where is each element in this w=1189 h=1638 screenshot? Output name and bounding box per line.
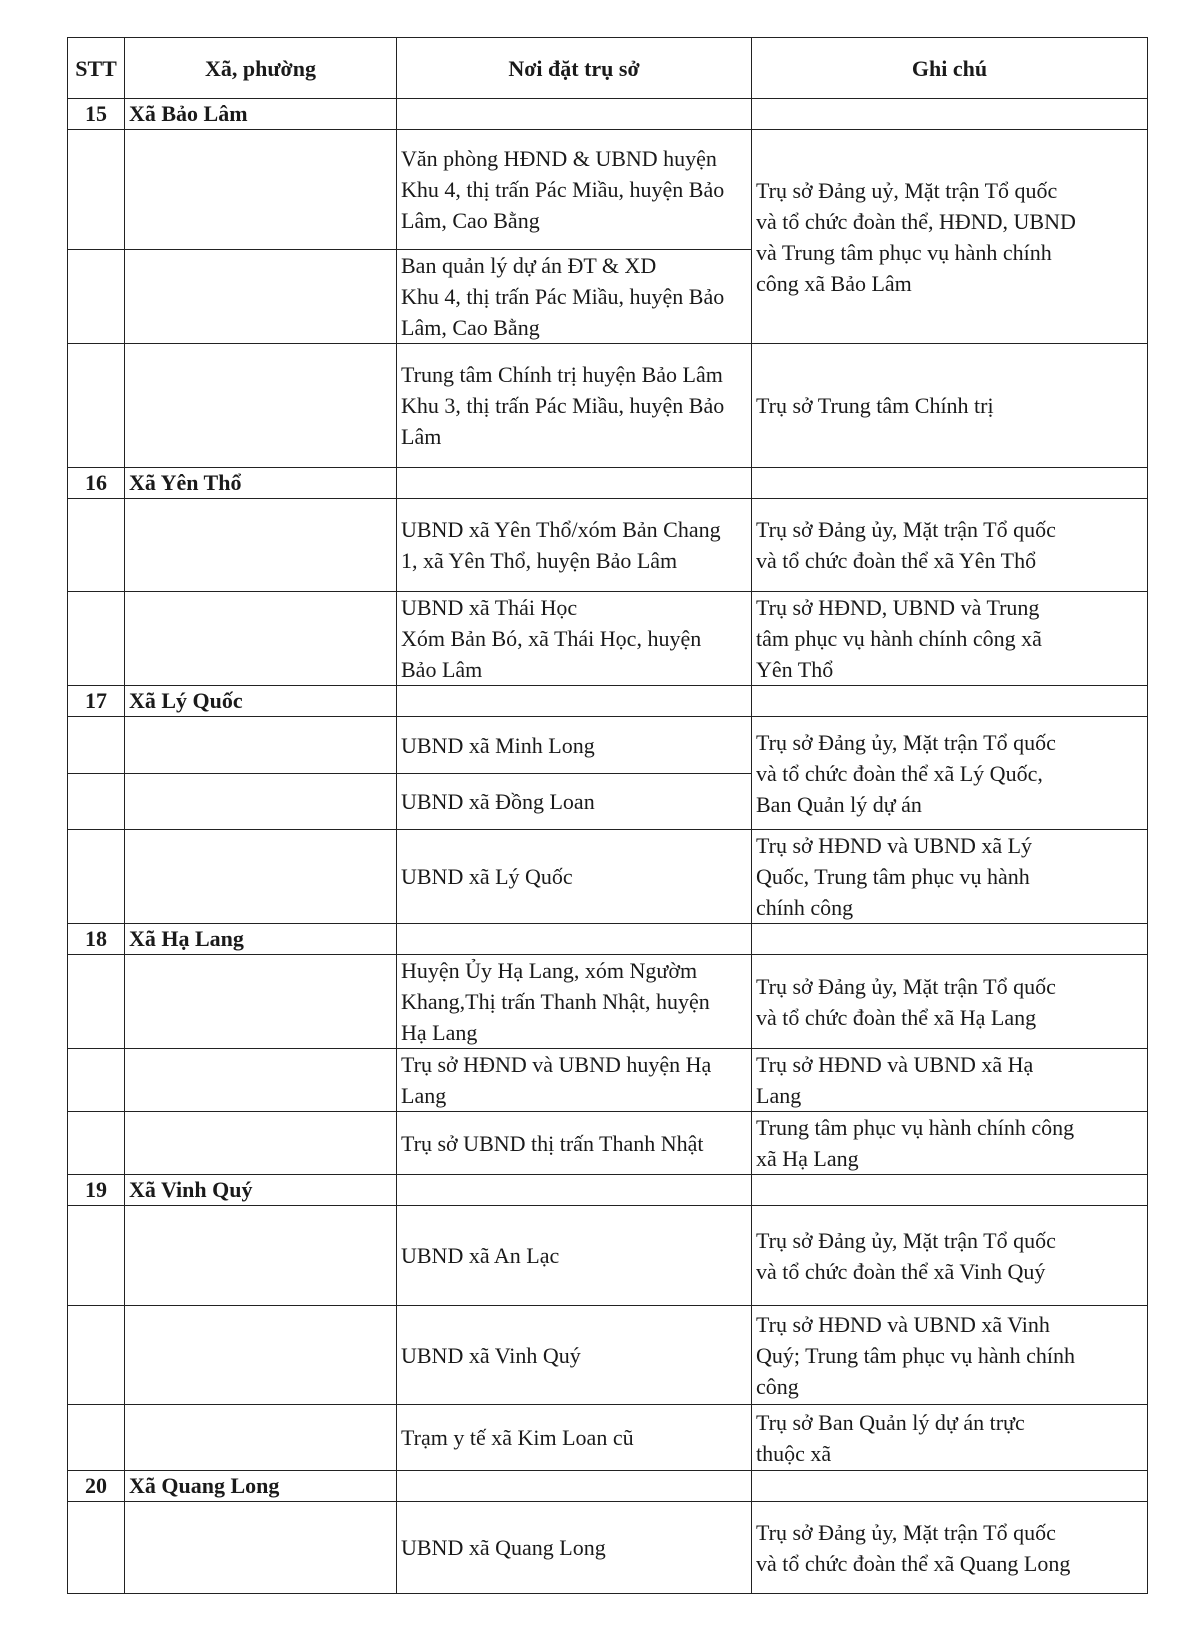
group-stt: 19	[68, 1175, 125, 1206]
note-cell: Trụ sở Đảng ủy, Mặt trận Tổ quốc và tổ chức đoàn thể xã Hạ Lang	[752, 955, 1148, 1049]
location-cell: UBND xã Yên Thổ/xóm Bản Chang 1, xã Yên Thổ, huyện Bảo Lâm	[397, 499, 752, 592]
location-cell: UBND xã Minh Long	[397, 717, 752, 774]
note-cell: Trụ sở HĐND và UBND xã Lý Quốc, Trung tâm phục vụ hành chính công	[752, 830, 1148, 924]
location-cell: Huyện Ủy Hạ Lang, xóm Ngườm Khang,Thị trấn Thanh Nhật, huyện Hạ Lang	[397, 955, 752, 1049]
table-row	[68, 1502, 1148, 1594]
note-cell: Trụ sở Đảng ủy, Mặt trận Tổ quốc và tổ chức đoàn thể xã Quang Long	[752, 1502, 1148, 1594]
note-cell: Trụ sở HĐND và UBND xã Vinh Quý; Trung tâm phục vụ hành chính công	[752, 1306, 1148, 1405]
header-note: Ghi chú	[752, 38, 1148, 99]
group-row	[68, 1471, 1148, 1502]
group-name: Xã Hạ Lang	[125, 924, 397, 955]
header-stt: STT	[68, 38, 125, 99]
note-cell: Trụ sở Đảng ủy, Mặt trận Tổ quốc và tổ chức đoàn thể xã Yên Thổ	[752, 499, 1148, 592]
location-cell: UBND xã Lý Quốc	[397, 830, 752, 924]
location-cell: Văn phòng HĐND & UBND huyện Khu 4, thị trấn Pác Miầu, huyện Bảo Lâm, Cao Bằng	[397, 130, 752, 250]
location-cell: UBND xã Quang Long	[397, 1502, 752, 1594]
group-row	[68, 1175, 1148, 1206]
group-name: Xã Bảo Lâm	[125, 99, 397, 130]
group-stt: 20	[68, 1471, 125, 1502]
group-stt: 18	[68, 924, 125, 955]
note-cell: Trụ sở Đảng ủy, Mặt trận Tổ quốc và tổ chức đoàn thể xã Vinh Quý	[752, 1206, 1148, 1306]
header-commune: Xã, phường	[125, 38, 397, 99]
table-row	[68, 955, 1148, 1049]
location-cell: Trụ sở UBND thị trấn Thanh Nhật	[397, 1112, 752, 1175]
group-name: Xã Vinh Quý	[125, 1175, 397, 1206]
location-cell: Ban quản lý dự án ĐT & XD Khu 4, thị trấn Pác Miầu, huyện Bảo Lâm, Cao Bằng	[397, 250, 752, 344]
group-row	[68, 686, 1148, 717]
table-row	[68, 499, 1148, 592]
group-name: Xã Yên Thổ	[125, 468, 397, 499]
location-cell: UBND xã An Lạc	[397, 1206, 752, 1306]
note-cell: Trụ sở HĐND, UBND và Trung tâm phục vụ hành chính công xã Yên Thổ	[752, 592, 1148, 686]
table-row	[68, 717, 1148, 774]
group-row	[68, 924, 1148, 955]
location-cell: Trụ sở HĐND và UBND huyện Hạ Lang	[397, 1049, 752, 1112]
location-cell: UBND xã Thái Học Xóm Bản Bó, xã Thái Học, huyện Bảo Lâm	[397, 592, 752, 686]
table-row	[68, 130, 1148, 250]
location-cell: Trạm y tế xã Kim Loan cũ	[397, 1405, 752, 1471]
note-cell: Trụ sở HĐND và UBND xã Hạ Lang	[752, 1049, 1148, 1112]
table-row	[68, 1206, 1148, 1306]
table-row	[68, 1306, 1148, 1405]
table-row	[68, 1405, 1148, 1471]
group-stt: 16	[68, 468, 125, 499]
table-header-row	[68, 38, 1148, 99]
location-cell: UBND xã Đồng Loan	[397, 774, 752, 830]
location-cell: Trung tâm Chính trị huyện Bảo Lâm Khu 3, thị trấn Pác Miầu, huyện Bảo Lâm	[397, 344, 752, 468]
table-row	[68, 344, 1148, 468]
header-location: Nơi đặt trụ sở	[397, 38, 752, 99]
group-stt: 17	[68, 686, 125, 717]
table-row	[68, 830, 1148, 924]
note-cell: Trung tâm phục vụ hành chính công xã Hạ Lang	[752, 1112, 1148, 1175]
note-cell: Trụ sở Đảng ủy, Mặt trận Tổ quốc và tổ chức đoàn thể xã Lý Quốc, Ban Quản lý dự án	[752, 717, 1148, 830]
group-stt: 15	[68, 99, 125, 130]
group-row	[68, 468, 1148, 499]
note-cell: Trụ sở Đảng uỷ, Mặt trận Tổ quốc và tổ chức đoàn thể, HĐND, UBND và Trung tâm phục vụ hành chính công xã Bảo Lâm	[752, 130, 1148, 344]
note-cell: Trụ sở Ban Quản lý dự án trực thuộc xã	[752, 1405, 1148, 1471]
location-cell: UBND xã Vinh Quý	[397, 1306, 752, 1405]
table-row	[68, 1049, 1148, 1112]
group-row	[68, 99, 1148, 130]
table-row	[68, 1112, 1148, 1175]
table-row	[68, 592, 1148, 686]
note-cell: Trụ sở Trung tâm Chính trị	[752, 344, 1148, 468]
group-name: Xã Quang Long	[125, 1471, 397, 1502]
office-location-table	[67, 37, 1148, 1594]
group-name: Xã Lý Quốc	[125, 686, 397, 717]
